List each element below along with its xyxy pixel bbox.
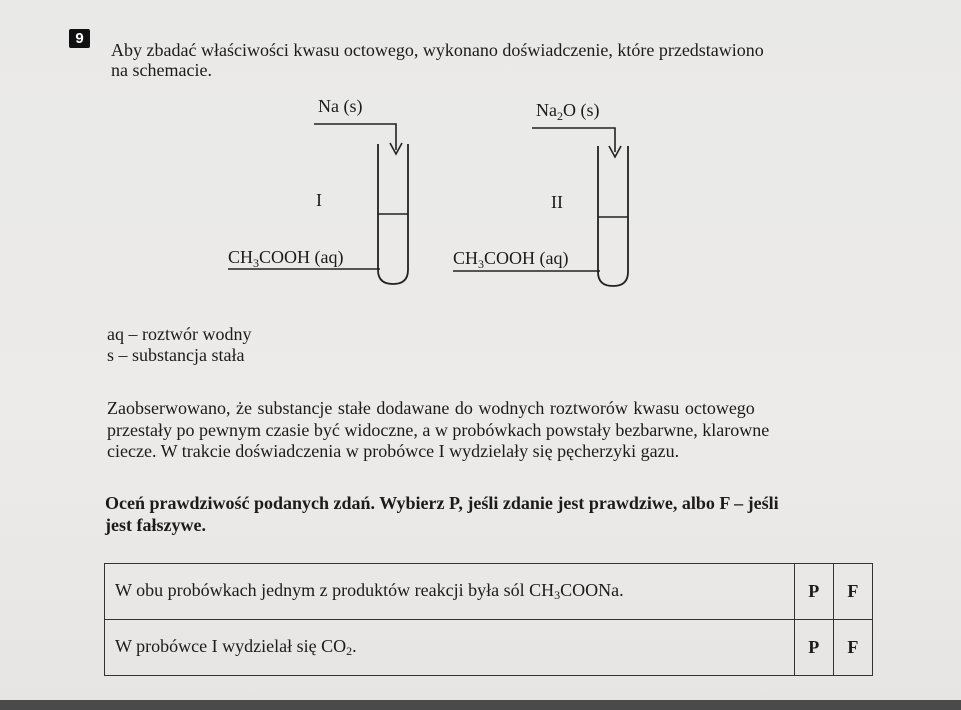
legend-s: s – substancja stała — [107, 345, 245, 365]
task-number: 9 — [69, 29, 90, 48]
instruction-line-1: Oceń prawdziwość podanych zdań. Wybierz P, jeśli zdanie jest prawdziwe, albo F – jeśli — [105, 493, 779, 513]
intro-line-1: Aby zbadać właściwości kwasu octowego, wykonano doświadczenie, które przedstawiono — [111, 40, 764, 60]
reagent-2-label: $Na_2O$ (s) — [536, 100, 600, 123]
tube-2-label: II — [551, 192, 563, 212]
statement-1-false-option[interactable]: F — [833, 564, 872, 620]
statement-1-true-option[interactable]: P — [794, 564, 833, 620]
test-tube-2 — [453, 100, 628, 286]
tube-2-outline — [598, 146, 628, 286]
experiment-diagram — [0, 0, 961, 320]
solution-2-label: $CH_3COOH$ (aq) — [453, 248, 569, 271]
statement-2-true-option[interactable]: P — [794, 620, 833, 676]
table-row — [105, 620, 873, 676]
reagent-1-label: Na (s) — [318, 96, 363, 116]
solution-1-label: $CH_3COOH$ (aq) — [228, 247, 344, 270]
intro-line-2: na schemacie. — [111, 60, 212, 80]
statement-1: W obu probówkach jednym z produktów reakcji była sól $CH_3COONa$. — [105, 564, 795, 620]
arrow-2 — [532, 128, 615, 152]
legend-aq: aq – roztwór wodny — [107, 324, 252, 344]
observation-line-1: Zaobserwowano, że substancje stałe dodawane do wodnych roztworów kwasu octowego — [107, 398, 755, 418]
instruction-line-2: jest fałszywe. — [105, 515, 206, 535]
arrow-1 — [314, 124, 396, 150]
statement-2: W probówce I wydzielał się $CO_2$. — [105, 620, 795, 676]
statement-2-false-option[interactable]: F — [833, 620, 872, 676]
page-bottom-edge — [0, 700, 961, 710]
test-tube-1 — [228, 96, 408, 284]
observation-line-3: ciecze. W trakcie doświadczenia w probówce I wydzielały się pęcherzyki gazu. — [107, 441, 680, 461]
observation-line-2: przestały po pewnym czasie być widoczne, a w probówkach powstały bezbarwne, klarowne — [107, 420, 770, 440]
table-row — [105, 564, 873, 620]
true-false-table — [104, 563, 873, 676]
tube-1-label: I — [316, 190, 322, 210]
